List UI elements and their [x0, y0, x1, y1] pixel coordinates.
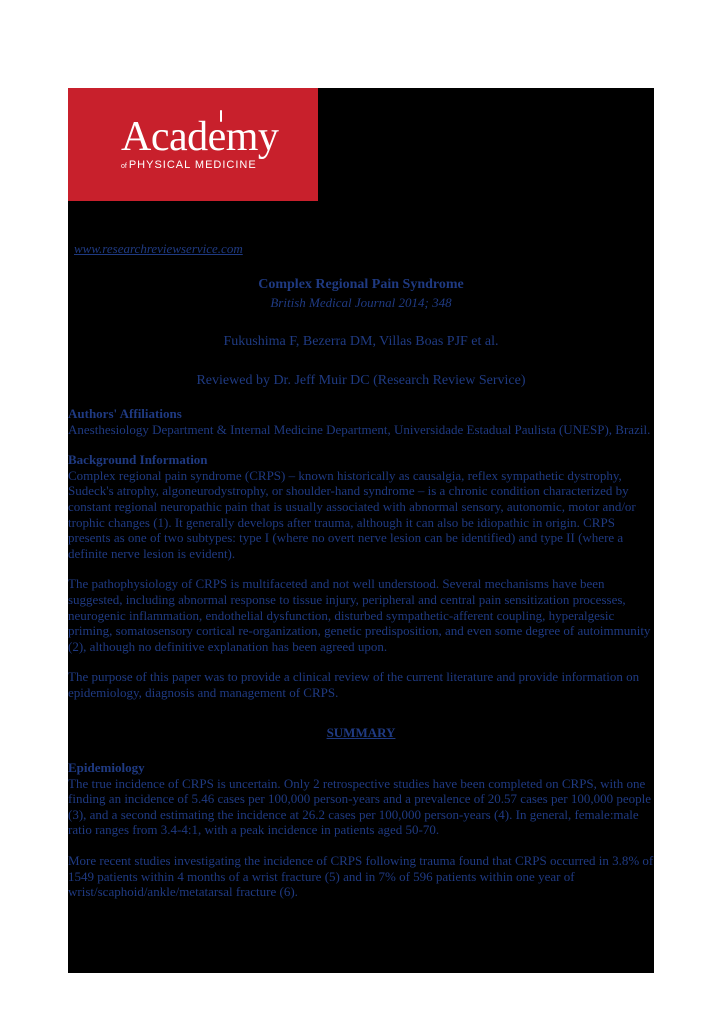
summary-heading: SUMMARY [326, 724, 396, 740]
article-body [68, 406, 654, 915]
background-paragraph-1: Complex regional pain syndrome (CRPS) – known historically as causalgia, reflex sympathetic dystrophy, Sudeck's atrophy, algoneurodystrophy, or shoulder-hand syndrome – is a chronic condition characterized by constant regional neuropathic pain that is usually associated with abnormal sensory, autonomic, motor and/or trophic changes (1). It generally develops after trauma, although it can also be idiopathic in origin. CRPS presents as one of two subtypes: type I (where no overt nerve lesion can be identified) and type II (where a definite nerve lesion is evident). [68, 467, 636, 561]
background-paragraph-2: The pathophysiology of CRPS is multifaceted and not well understood. Several mechanisms have been suggested, including abnormal response to tissue injury, peripheral and central pain sensitization processes, neurogenic inflammation, endothelial dysfunction, disturbed sympathetic-afferent coupling, hyperalgesic priming, somatosensory cortical re-organization, genetic predisposition, and even some degree of autoimmunity (2), although no definitive explanation has been agreed upon. [68, 576, 651, 654]
logo-subtitle [121, 159, 257, 171]
epidemiology-heading: Epidemiology [68, 760, 145, 776]
logo-word: Academy [121, 114, 279, 160]
website-link[interactable]: www.researchreviewservice.com [74, 241, 243, 256]
article-title: Complex Regional Pain Syndrome [258, 277, 464, 292]
academy-logo [68, 88, 318, 201]
affiliations-heading: Authors' Affiliations [68, 406, 182, 421]
background-paragraph-3: The purpose of this paper was to provide a clinical review of the current literature and provide information on epidemiology, diagnosis and management of CRPS. [68, 669, 640, 700]
affiliations-text: Anesthesiology Department & Internal Medicine Department, Universidade Estadual Paulista (UNESP), Brazil. [68, 421, 651, 437]
epidemiology-paragraph-1: The true incidence of CRPS is uncertain. Only 2 retrospective studies have been completed on CRPS, with one finding an incidence of 5.46 cases per 100,000 person-years and a prevalence of 20.57 cases per 100,000 people (3), and a second estimating the incidence at 26.2 cases per 100,000 person-years (4). In general, female:male ratio ranges from 3.4-4:1, with a peak incidence in patients aged 50-70. [68, 775, 651, 838]
article-authors: Fukushima F, Bezerra DM, Villas Boas PJF et al. [223, 334, 499, 349]
background-heading: Background Information [68, 452, 208, 468]
epidemiology-paragraph-2: More recent studies investigating the incidence of CRPS following trauma found that CRPS occurred in 3.8% of 1549 patients within 4 months of a wrist fracture (5) and in 7% of 596 patients within one year of wrist/scaphoid/ankle/metatarsal fracture (6). [68, 853, 654, 900]
logo-sub-text: PHYSICAL MEDICINE [128, 159, 257, 171]
logo-of: of [121, 163, 127, 170]
document-page [68, 88, 654, 973]
reviewer-line: Reviewed by Dr. Jeff Muir DC (Research Review Service) [196, 373, 526, 388]
journal-citation: British Medical Journal 2014; 348 [270, 295, 452, 310]
